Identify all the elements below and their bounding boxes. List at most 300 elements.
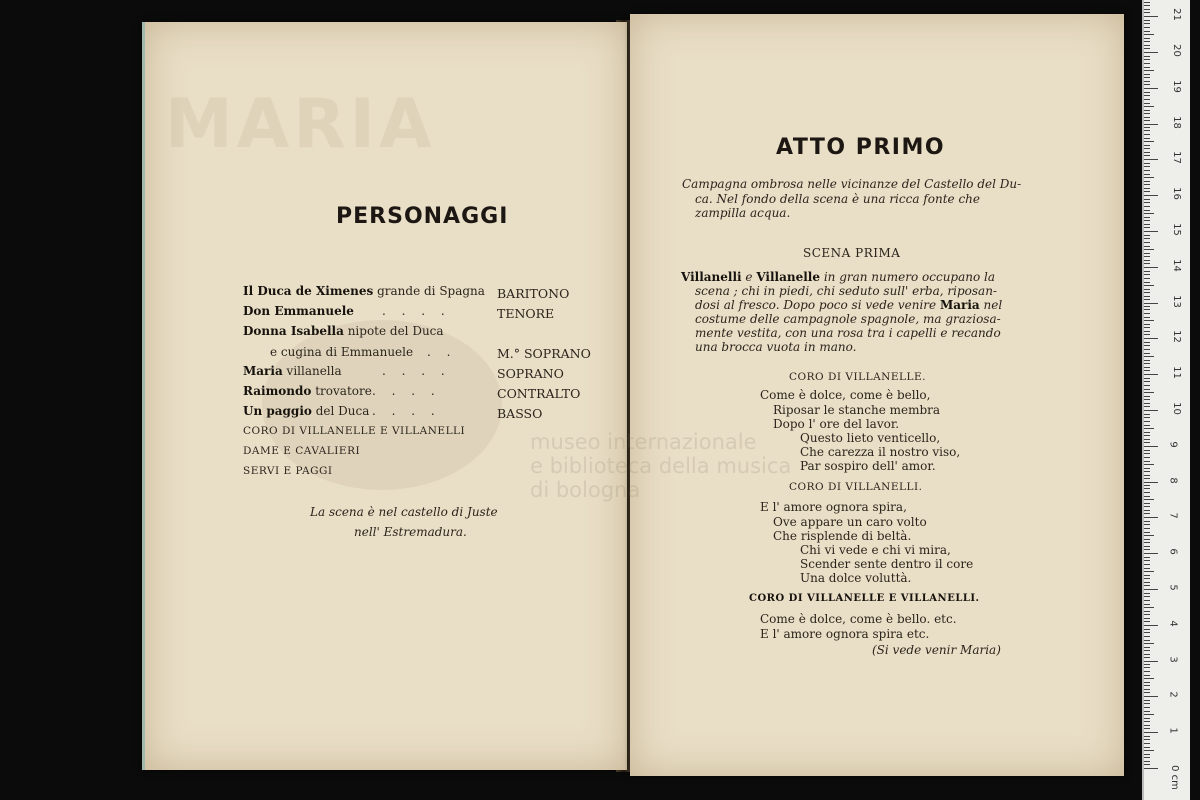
ruler-tick	[1144, 238, 1150, 239]
ruler-tick	[1144, 403, 1150, 404]
ruler-tick	[1144, 59, 1150, 60]
ruler-tick	[1144, 535, 1154, 536]
verse-line: Che risplende di beltà.	[773, 529, 912, 543]
ruler-tick	[1144, 202, 1150, 203]
ruler-tick	[1144, 2, 1150, 3]
voice-type: CONTRALTO	[497, 386, 581, 401]
ruler-tick	[1144, 110, 1150, 111]
cast-name: Il Duca de Ximenes	[243, 284, 374, 298]
ruler-tick	[1144, 124, 1158, 125]
ruler-tick	[1144, 117, 1150, 118]
ruler-tick	[1144, 488, 1150, 489]
ruler-tick	[1144, 155, 1150, 156]
ruler-tick	[1144, 63, 1150, 64]
ruler-tick	[1144, 349, 1150, 350]
ruler-tick	[1144, 282, 1150, 283]
cast-row	[243, 284, 485, 298]
ruler-tick	[1144, 5, 1150, 6]
verse-line: E l' amore ognora spira etc.	[760, 627, 930, 641]
ruler-tick	[1144, 593, 1150, 594]
ruler-tick	[1144, 482, 1158, 483]
ruler-tick	[1144, 517, 1158, 518]
ruler-tick	[1144, 553, 1158, 554]
ruler-tick	[1144, 643, 1154, 644]
ruler-number: 17	[1170, 151, 1182, 164]
ruler-tick	[1144, 721, 1150, 722]
cast-row	[243, 384, 372, 398]
ruler-tick	[1144, 31, 1150, 32]
ruler-number: 10	[1170, 402, 1182, 415]
ruler-tick	[1144, 206, 1150, 207]
stage-direction-line: ca. Nel fondo della scena è una ricca fonte che	[695, 192, 980, 206]
ruler-tick	[1144, 113, 1150, 114]
ruler-tick	[1144, 34, 1154, 35]
ruler-tick	[1144, 732, 1158, 733]
ruler-tick	[1144, 636, 1150, 637]
scene-desc-line: mente vestita, con una rosa tra i capelli e recando	[695, 326, 1001, 340]
ruler-tick	[1144, 392, 1154, 393]
closing-stage-direction: (Si vede venir Maria)	[872, 643, 1001, 657]
ruler-tick	[1144, 632, 1150, 633]
ruler-tick	[1144, 629, 1150, 630]
ruler-tick	[1144, 696, 1158, 697]
ruler-tick	[1144, 546, 1150, 547]
ruler-tick	[1144, 664, 1150, 665]
ruler-tick	[1144, 703, 1150, 704]
verse-line: Come è dolce, come è bello. etc.	[760, 612, 957, 626]
ruler-tick	[1144, 48, 1150, 49]
ruler-tick	[1144, 292, 1150, 293]
ruler-tick	[1144, 127, 1150, 128]
ruler-tick	[1144, 671, 1150, 672]
ruler-number: 12	[1170, 330, 1182, 343]
voice-type: M.° SOPRANO	[497, 346, 591, 361]
ruler-tick	[1144, 503, 1150, 504]
ruler-number: 13	[1170, 295, 1182, 308]
ruler-tick	[1144, 564, 1150, 565]
ruler-tick	[1144, 74, 1150, 75]
cast-desc: nipote del Duca	[343, 324, 444, 338]
ruler-number: 3	[1167, 656, 1179, 663]
ruler-number: 19	[1170, 80, 1182, 93]
ruler-tick	[1144, 549, 1150, 550]
setting-line-2: nell' Estremadura.	[354, 525, 467, 539]
ruler-tick	[1144, 56, 1150, 57]
ruler-tick	[1144, 220, 1150, 221]
ruler-tick	[1144, 492, 1150, 493]
ruler-tick	[1144, 657, 1150, 658]
ruler-tick	[1144, 224, 1150, 225]
cast-name: Un paggio	[243, 404, 312, 418]
cast-row	[243, 404, 369, 418]
ruler-tick	[1144, 217, 1150, 218]
ruler-tick	[1144, 389, 1150, 390]
ruler-tick	[1144, 253, 1150, 254]
ruler-tick	[1144, 475, 1150, 476]
cast-row	[243, 364, 342, 378]
ruler-tick	[1144, 450, 1150, 451]
verse-line: Ove appare un caro volto	[773, 515, 927, 529]
verse-line: Che carezza il nostro viso,	[800, 445, 961, 459]
ruler-tick	[1144, 52, 1158, 53]
ruler-tick	[1144, 195, 1158, 196]
ruler-tick	[1144, 421, 1150, 422]
ruler-tick	[1144, 249, 1154, 250]
ruler-tick	[1144, 296, 1150, 297]
ruler-tick	[1144, 70, 1154, 71]
chorus-heading: CORO DI VILLANELLE.	[789, 371, 926, 383]
verse-line: Come è dolce, come è bello,	[760, 388, 931, 402]
ruler-tick	[1144, 428, 1154, 429]
stage-direction-line: zampilla acqua.	[695, 206, 791, 220]
ruler-tick	[1144, 600, 1150, 601]
ensemble-servants: SERVI E PAGGI	[243, 465, 333, 477]
cast-name: Maria	[243, 364, 283, 378]
ruler-tick	[1144, 575, 1150, 576]
ruler-tick	[1144, 711, 1150, 712]
ruler-number: 11	[1170, 366, 1182, 379]
ruler-tick	[1144, 461, 1150, 462]
ruler-number: 6	[1167, 548, 1179, 555]
verse-line: Una dolce voluttà.	[800, 571, 912, 585]
ruler-tick	[1144, 739, 1150, 740]
ruler-tick	[1144, 768, 1158, 769]
ruler-tick	[1144, 417, 1150, 418]
ruler-tick	[1144, 410, 1158, 411]
ruler-tick	[1144, 471, 1150, 472]
verse-line: Dopo l' ore del lavor.	[773, 417, 900, 431]
ruler-tick	[1144, 468, 1150, 469]
ruler-tick	[1144, 689, 1150, 690]
ruler-tick	[1144, 9, 1150, 10]
verse-line: Scender sente dentro il core	[800, 557, 974, 571]
cast-row	[243, 304, 354, 318]
stage-direction-line: Campagna ombrosa nelle vicinanze del Castello del Du-	[682, 177, 1022, 191]
ruler-tick	[1144, 442, 1150, 443]
ruler-tick	[1144, 84, 1150, 85]
scene-desc-line: scena ; chi in piedi, chi seduto sull' erba, riposan-	[695, 284, 997, 298]
voice-type: BARITONO	[497, 286, 570, 301]
voice-type: BASSO	[497, 406, 543, 421]
ruler-tick	[1144, 363, 1150, 364]
ruler-number: 9	[1167, 441, 1179, 448]
ruler-tick	[1144, 685, 1150, 686]
ruler-number: 5	[1167, 584, 1179, 591]
ruler-tick	[1144, 338, 1158, 339]
ruler-tick	[1144, 396, 1150, 397]
ruler-tick	[1144, 621, 1150, 622]
ruler-tick	[1144, 306, 1150, 307]
ruler-tick	[1144, 589, 1158, 590]
ruler-tick	[1144, 524, 1150, 525]
ruler-tick	[1144, 367, 1150, 368]
ruler-number: 1	[1167, 727, 1179, 734]
ruler-tick	[1144, 99, 1150, 100]
ensemble-ladies: DAME E CAVALIERI	[243, 445, 361, 457]
ruler-tick	[1144, 324, 1150, 325]
stamp-line-3: di bologna	[530, 478, 641, 502]
ruler-tick	[1144, 542, 1150, 543]
ruler-tick	[1144, 446, 1158, 447]
ruler-tick	[1144, 134, 1150, 135]
leader-dots: . . . .	[372, 404, 441, 418]
ruler-tick	[1144, 718, 1150, 719]
ruler-tick	[1144, 141, 1154, 142]
ruler-tick	[1144, 138, 1150, 139]
cast-name: Donna Isabella	[243, 324, 344, 338]
ruler-tick	[1144, 92, 1150, 93]
ruler-tick	[1144, 299, 1150, 300]
ruler-tick	[1144, 213, 1154, 214]
ruler-tick	[1144, 414, 1150, 415]
ruler-tick	[1144, 170, 1150, 171]
ruler-tick	[1144, 614, 1150, 615]
ruler-tick	[1144, 425, 1150, 426]
ruler-tick	[1144, 378, 1150, 379]
cast-desc: villanella	[282, 364, 342, 378]
verse-line: E l' amore ognora spira,	[760, 500, 907, 514]
ruler-tick	[1144, 678, 1154, 679]
ruler-tick	[1144, 611, 1150, 612]
ruler-tick	[1144, 381, 1150, 382]
ruler-tick	[1144, 464, 1154, 465]
ruler-tick	[1144, 309, 1150, 310]
character-name-maria: Maria	[939, 298, 980, 312]
ruler-tick	[1144, 399, 1150, 400]
ruler-tick	[1144, 106, 1154, 107]
ruler-tick	[1144, 406, 1150, 407]
ruler-tick	[1144, 210, 1150, 211]
ruler-tick	[1144, 246, 1150, 247]
ruler-tick	[1144, 263, 1150, 264]
leader-dots: . . . .	[372, 384, 441, 398]
ruler-tick	[1144, 675, 1150, 676]
verse-line: Chi vi vede e chi vi mira,	[800, 543, 951, 557]
ruler-tick	[1144, 757, 1150, 758]
ruler-tick	[1144, 640, 1150, 641]
ruler-tick	[1144, 557, 1150, 558]
cast-desc: del Duca	[311, 404, 370, 418]
ruler-tick	[1144, 374, 1158, 375]
ruler-tick	[1144, 231, 1158, 232]
cast-desc: trovatore	[311, 384, 372, 398]
ruler-tick	[1144, 582, 1150, 583]
ruler-tick	[1144, 166, 1150, 167]
ruler-tick	[1144, 360, 1150, 361]
ruler-tick	[1144, 327, 1150, 328]
scene-desc-line	[695, 298, 1002, 312]
ruler-tick	[1144, 707, 1150, 708]
ruler-tick	[1144, 256, 1150, 257]
chorus-heading: CORO DI VILLANELLI.	[789, 481, 923, 493]
ruler-number: 16	[1170, 187, 1182, 200]
ruler-tick	[1144, 761, 1150, 762]
ruler-tick	[1144, 650, 1150, 651]
ruler-tick	[1144, 604, 1150, 605]
ruler-tick	[1144, 159, 1158, 160]
voice-type: TENORE	[497, 306, 555, 321]
ruler-number: 21	[1170, 8, 1182, 21]
ruler-tick	[1144, 145, 1150, 146]
ruler-tick	[1144, 496, 1150, 497]
ruler-tick	[1144, 457, 1150, 458]
ruler-tick	[1144, 725, 1150, 726]
chorus-heading: CORO DI VILLANELLE E VILLANELLI.	[749, 593, 980, 604]
ruler-tick	[1144, 560, 1150, 561]
ruler-tick	[1144, 682, 1150, 683]
ruler-tick	[1144, 435, 1150, 436]
ruler-tick	[1144, 506, 1150, 507]
ruler-tick	[1144, 728, 1150, 729]
ruler-tick	[1144, 177, 1154, 178]
personaggi-title: PERSONAGGI	[336, 204, 509, 229]
scene-heading: SCENA PRIMA	[803, 246, 901, 260]
ruler-tick	[1144, 356, 1154, 357]
ruler-tick	[1144, 532, 1150, 533]
ruler-tick	[1144, 342, 1150, 343]
ruler-tick	[1144, 750, 1154, 751]
ruler-tick	[1144, 313, 1150, 314]
leader-dots: . .	[427, 345, 457, 359]
ruler-tick	[1144, 539, 1150, 540]
chorus-men-name: Villanelle	[756, 270, 820, 284]
ruler-tick	[1144, 345, 1150, 346]
ruler-tick	[1144, 174, 1150, 175]
ruler-number: 2	[1167, 691, 1179, 698]
ruler-tick	[1144, 647, 1150, 648]
ruler-tick	[1144, 16, 1158, 17]
ruler-tick	[1144, 163, 1150, 164]
ruler-tick	[1144, 485, 1150, 486]
ruler-tick	[1144, 191, 1150, 192]
ruler-tick	[1144, 571, 1154, 572]
ruler-tick	[1144, 20, 1150, 21]
ruler-number: 15	[1170, 223, 1182, 236]
ruler-tick	[1144, 692, 1150, 693]
cast-name: Raimondo	[243, 384, 312, 398]
ruler-tick	[1144, 510, 1150, 511]
ruler-tick	[1144, 95, 1150, 96]
ruler-tick	[1144, 285, 1154, 286]
ruler-tick	[1144, 667, 1150, 668]
ruler-tick	[1144, 432, 1150, 433]
scene-desc-connector: e	[741, 270, 757, 284]
ruler-tick	[1144, 188, 1150, 189]
ruler-tick	[1144, 754, 1150, 755]
verse-line: Par sospiro dell' amor.	[800, 459, 936, 473]
ruler-tick	[1144, 181, 1150, 182]
ruler-tick	[1144, 585, 1150, 586]
ruler-tick	[1144, 499, 1154, 500]
cast-desc: grande di Spagna	[373, 284, 485, 298]
ruler-tick	[1144, 27, 1150, 28]
ruler-tick	[1144, 41, 1150, 42]
ruler-number: 7	[1167, 512, 1179, 519]
ruler-tick	[1144, 235, 1150, 236]
ruler-tick	[1144, 736, 1150, 737]
ruler-tick	[1144, 331, 1150, 332]
ruler-tick	[1144, 289, 1150, 290]
ruler-tick	[1144, 320, 1154, 321]
ruler-tick	[1144, 596, 1150, 597]
stamp-line-1: museo internazionale	[530, 430, 757, 454]
verse-line: Riposar le stanche membra	[773, 403, 941, 417]
ruler-number: 20	[1170, 44, 1182, 57]
ruler-tick	[1144, 278, 1150, 279]
leader-dots: . . . .	[382, 304, 451, 318]
ruler-tick	[1144, 88, 1158, 89]
verse-line: Questo lieto venticello,	[800, 431, 941, 445]
ruler-tick	[1144, 23, 1150, 24]
ruler-tick	[1144, 714, 1154, 715]
ruler-tick	[1144, 521, 1150, 522]
scene-desc-text: dosi al fresco. Dopo poco si vede venire	[695, 298, 940, 312]
bleed-through-title: MARIA	[165, 85, 436, 164]
ruler-tick	[1144, 661, 1158, 662]
scene-desc-line: costume delle campagnole spagnole, ma graziosa-	[695, 312, 1001, 326]
measuring-ruler	[1142, 0, 1190, 800]
ruler-tick	[1144, 260, 1150, 261]
ruler-tick	[1144, 618, 1150, 619]
ruler-tick	[1144, 242, 1150, 243]
ruler-tick	[1144, 152, 1150, 153]
chorus-women-name: Villanelli	[681, 270, 742, 284]
ruler-tick	[1144, 317, 1150, 318]
voice-type: SOPRANO	[497, 366, 564, 381]
ruler-tick	[1144, 267, 1158, 268]
ruler-tick	[1144, 271, 1150, 272]
ruler-tick	[1144, 353, 1150, 354]
ruler-tick	[1144, 439, 1150, 440]
ruler-tick	[1144, 625, 1158, 626]
ruler-unit-label: 0 cm	[1168, 765, 1180, 790]
scene-desc-line: una brocca vuota in mano.	[695, 340, 857, 354]
ruler-tick	[1144, 45, 1150, 46]
cast-name: Don Emmanuele	[243, 304, 354, 318]
ruler-tick	[1144, 199, 1150, 200]
ruler-tick	[1144, 184, 1150, 185]
ruler-tick	[1144, 743, 1150, 744]
scene-desc-line	[681, 270, 995, 284]
ruler-tick	[1144, 227, 1150, 228]
ruler-tick	[1144, 700, 1150, 701]
atto-primo-title: ATTO PRIMO	[776, 135, 946, 160]
ruler-tick	[1144, 453, 1150, 454]
ruler-tick	[1144, 103, 1150, 104]
ruler-tick	[1144, 370, 1150, 371]
ruler-tick	[1144, 747, 1150, 748]
cast-row	[243, 324, 444, 338]
ruler-tick	[1144, 528, 1150, 529]
library-stamp-text	[530, 430, 830, 502]
ruler-number: 4	[1167, 620, 1179, 627]
ruler-tick	[1144, 274, 1150, 275]
ruler-tick	[1144, 385, 1150, 386]
ruler-tick	[1144, 81, 1150, 82]
ruler-tick	[1144, 568, 1150, 569]
ruler-tick	[1144, 303, 1158, 304]
ruler-tick	[1144, 478, 1150, 479]
ruler-number: 14	[1170, 259, 1182, 272]
scene-desc-text: nel	[979, 298, 1003, 312]
ruler-tick	[1144, 130, 1150, 131]
ruler-tick	[1144, 120, 1150, 121]
cast-row-continued: e cugina di Emmanuele	[270, 345, 414, 359]
ruler-tick	[1144, 67, 1150, 68]
ruler-number: 18	[1170, 116, 1182, 129]
ruler-tick	[1144, 12, 1150, 13]
ruler-tick	[1144, 148, 1150, 149]
